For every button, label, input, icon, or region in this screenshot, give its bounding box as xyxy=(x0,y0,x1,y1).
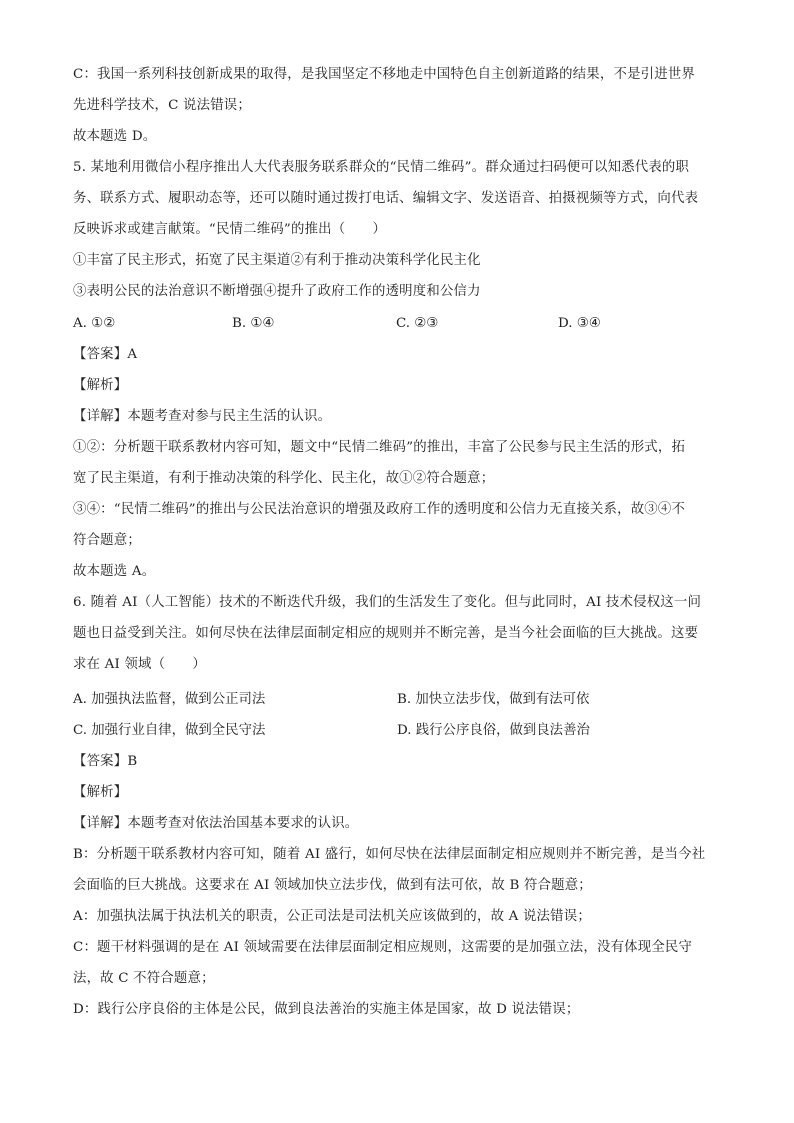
detail-text: 故本题选 A。 xyxy=(73,564,156,579)
q6-option-d: D. 践行公序良俗，做到良法善治 xyxy=(397,723,590,738)
q5-option-b: B. ①④ xyxy=(232,316,275,331)
q5-option-a: A. ①② xyxy=(73,316,116,331)
text-line: 先进科学技术，C 说法错误； xyxy=(73,98,251,113)
question-6-stem: 求在 AI 领域（ ） xyxy=(73,657,206,672)
text-line: C：我国一系列科技创新成果的取得，是我国坚定不移地走中国特色自主创新道路的结果，不是引进世界 xyxy=(73,67,696,82)
question-5-statement: ①丰富了民主形式，拓宽了民主渠道②有利于推动决策科学化民主化 xyxy=(73,253,481,268)
detail-text: 【详解】本题考查对参与民主生活的认识。 xyxy=(73,409,332,424)
question-5-stem: 反映诉求或建言献策。“民情二维码”的推出（ ） xyxy=(73,222,387,237)
question-5-stem: 5. 某地利用微信小程序推出人大代表服务联系群众的“民情二维码”。群众通过扫码便可以知悉代表的职 xyxy=(73,160,690,175)
q5-option-d: D. ③④ xyxy=(558,316,601,331)
answer-label: 【答案】B xyxy=(73,754,138,769)
detail-text: A：加强执法属于执法机关的职责，公正司法是司法机关应该做到的，故 A 说法错误； xyxy=(73,909,591,924)
detail-text: 法，故 C 不符合题意； xyxy=(73,971,215,986)
detail-text: ③④：“民情二维码”的推出与公民法治意识的增强及政府工作的透明度和公信力无直接关系，故③④不 xyxy=(73,502,686,517)
answer-label: 【答案】A xyxy=(73,347,138,362)
detail-text: C：题干材料强调的是在 AI 领域需要在法律层面制定相应规则，这需要的是加强立法，没有体现全民守 xyxy=(73,940,693,955)
detail-text: 【详解】本题考查对依法治国基本要求的认识。 xyxy=(73,816,359,831)
detail-text: D：践行公序良俗的主体是公民，做到良法善治的实施主体是国家，故 D 说法错误； xyxy=(73,1002,580,1017)
question-6-stem: 6. 随着 AI（人工智能）技术的不断迭代升级，我们的生活发生了变化。但与此同时，AI 技术侵权这一问 xyxy=(73,595,702,610)
question-5-statement: ③表明公民的法治意识不断增强④提升了政府工作的透明度和公信力 xyxy=(73,284,481,299)
q6-option-c: C. 加强行业自律，做到全民守法 xyxy=(73,723,266,738)
detail-text: 会面临的巨大挑战。这要求在 AI 领域加快立法步伐，做到有法可依，故 B 符合题意； xyxy=(73,878,592,893)
text-line: 故本题选 D。 xyxy=(73,129,157,144)
q6-option-a: A. 加强执法监督，做到公正司法 xyxy=(73,692,266,707)
question-6-stem: 题也日益受到关注。如何尽快在法律层面制定相应的规则并不断完善，是当今社会面临的巨大挑战。这要 xyxy=(73,626,699,641)
detail-text: B：分析题干联系教材内容可知，随着 AI 盛行，如何尽快在法律层面制定相应规则并不断完善，是当今社 xyxy=(73,847,706,862)
detail-text: ①②：分析题干联系教材内容可知，题文中“民情二维码”的推出，丰富了公民参与民主生活的形式，拓 xyxy=(73,440,686,455)
detail-text: 宽了民主渠道，有利于推动决策的科学化、民主化，故①②符合题意； xyxy=(73,471,495,486)
question-5-stem: 务、联系方式、履职动态等，还可以随时通过拨打电话、编辑文字、发送语音、拍摄视频等方式，向代表 xyxy=(73,191,699,206)
q6-option-b: B. 加快立法步伐，做到有法可依 xyxy=(397,692,590,707)
analysis-label: 【解析】 xyxy=(73,378,128,393)
q5-option-c: C. ②③ xyxy=(396,316,439,331)
analysis-label: 【解析】 xyxy=(73,785,128,800)
detail-text: 符合题意； xyxy=(73,533,141,548)
